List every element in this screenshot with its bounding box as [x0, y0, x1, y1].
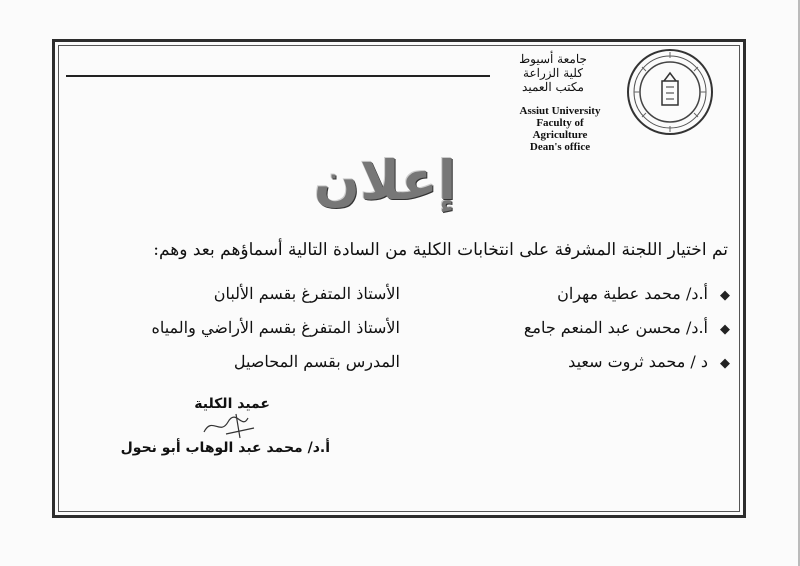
diamond-bullet-icon: ◆ — [720, 288, 730, 303]
dean-name: أ.د/ محمد عبد الوهاب أبو نحول — [120, 440, 330, 456]
letterhead-faculty-ar: كلية الزراعة — [523, 66, 583, 80]
member-role: الأستاذ المتفرغ بقسم الألبان — [213, 284, 400, 303]
announcement-title: إعلان — [313, 148, 457, 212]
university-seal-icon — [622, 47, 718, 137]
member-name: أ.د/ محسن عبد المنعم جامع — [523, 318, 708, 337]
member-row — [150, 316, 730, 344]
member-row — [150, 350, 730, 378]
member-role: المدرس بقسم المحاصيل — [233, 352, 400, 371]
english-letterhead — [510, 105, 610, 153]
header-rule — [66, 75, 490, 77]
letterhead-university-en: Assiut University — [519, 105, 601, 117]
member-row — [150, 282, 730, 310]
member-name: د / محمد ثروت سعيد — [568, 352, 708, 371]
letterhead-faculty-en: Faculty of Agriculture — [532, 117, 588, 141]
handwritten-signature — [196, 410, 266, 440]
letterhead-university-ar: جامعة أسيوط — [519, 52, 587, 66]
letterhead-office-en: Dean's office — [529, 141, 591, 153]
dean-title: عميد الكلية — [194, 396, 270, 412]
member-name: أ.د/ محمد عطية مهران — [557, 284, 708, 303]
diamond-bullet-icon: ◆ — [720, 322, 730, 337]
announcement-intro: تم اختيار اللجنة المشرفة على انتخابات الكلية من السادة التالية أسماؤهم بعد وهم: — [153, 240, 728, 260]
arabic-letterhead — [500, 52, 606, 94]
member-role: الأستاذ المتفرغ بقسم الأراضي والمياه — [151, 318, 400, 337]
letterhead-office-ar: مكتب العميد — [522, 80, 584, 94]
diamond-bullet-icon: ◆ — [720, 356, 730, 371]
